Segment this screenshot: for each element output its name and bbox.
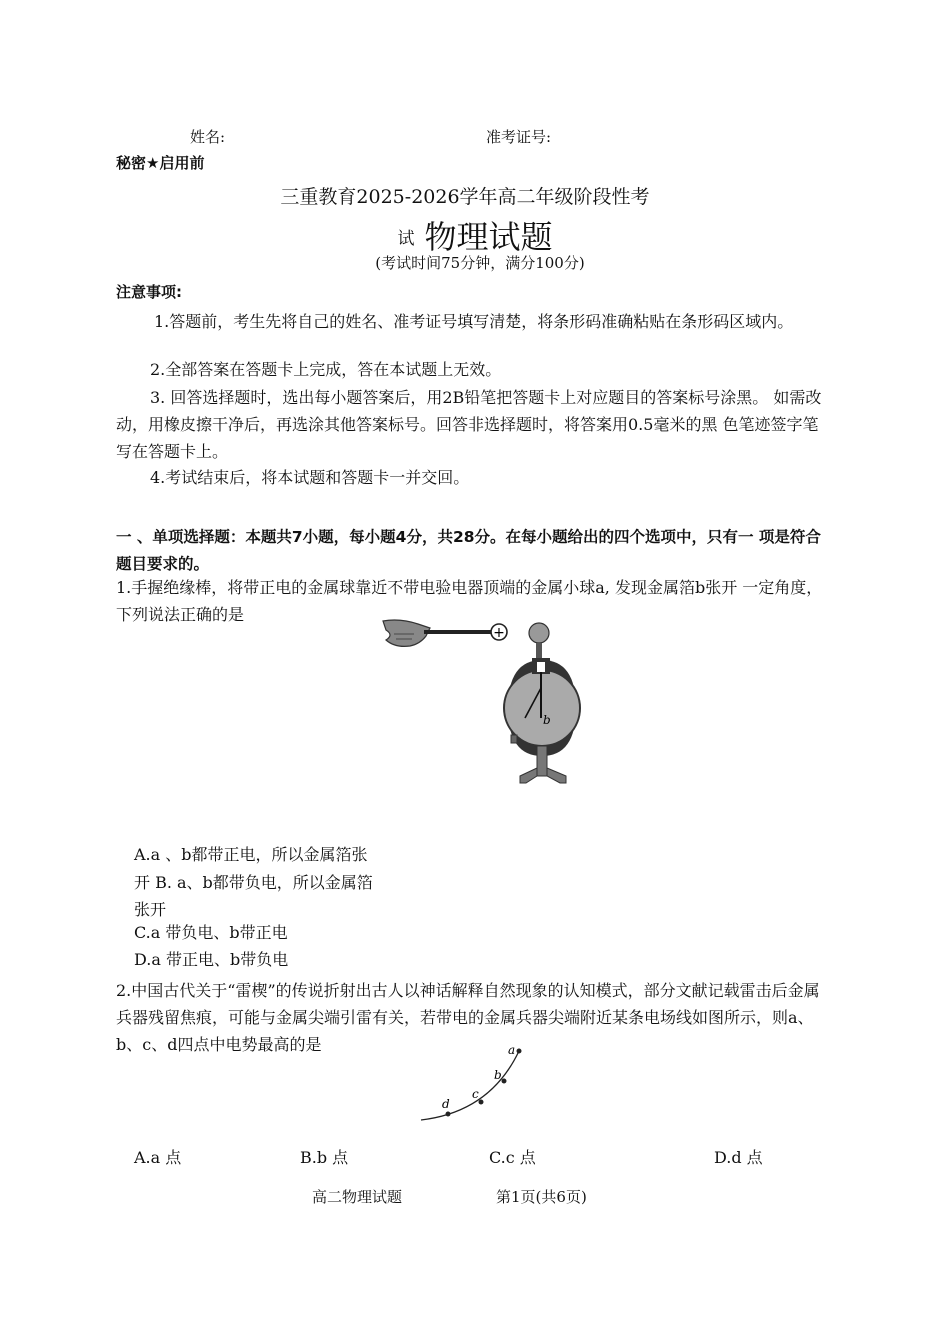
name-label: 姓名: [190, 128, 226, 146]
q1-option-a: A.a 、b都带正电，所以金属箔张 [134, 845, 368, 864]
q2-option-c: C.c 点 [489, 1148, 536, 1167]
q1-option-b-cont: 张开 [134, 900, 167, 919]
label-d: d [442, 1097, 450, 1111]
label-c: c [472, 1087, 479, 1101]
notes-heading: 注意事项: [116, 283, 182, 301]
electroscope-figure [380, 618, 580, 793]
section1-heading: 一 、单项选择题：本题共7小题，每小题4分，共28分。在每小题给出的四个选项中，只有一 项是符合题目要求的。 [116, 528, 821, 573]
q2-option-a: A.a 点 [134, 1148, 182, 1167]
hand-icon [383, 620, 430, 646]
note-item-1: 1.答题前，考生先将自己的姓名、准考证号填写清楚，将条形码准确粘贴在条形码区域内。 [154, 312, 794, 331]
q2-stem: 2.中国古代关于“雷楔”的传说折射出古人以神话解释自然现象的认知模式，部分文献记载雷击后金属兵器残留焦痕，可能与金属尖端引雷有关，若带电的金属兵器尖端附近某条电场线如图所示，则a、b、c、d四点中电势最高的是 [116, 981, 820, 1054]
footer-page: 第1页(共6页) [496, 1188, 587, 1206]
note-item-3: 3. 回答选择题时，选出每小题答案后，用2B铅笔把答题卡上对应题目的答案标号涂黑。 如需改动，用橡皮擦干净后，再选涂其他答案标号。回答非选择题时，将答案用0.5毫米的黑 色笔迹签字笔写在答题卡上。 [116, 388, 822, 461]
footer-subject: 高二物理试题 [312, 1188, 403, 1206]
foil-label-b: b [543, 713, 551, 727]
confidential-mark: 秘密★启用前 [116, 154, 205, 172]
q1-option-c: C.a 带负电、b带正电 [134, 923, 288, 942]
q1-option-b: 开 B. a、b都带负电，所以金属箔 [134, 873, 373, 892]
exam-title-line1: 三重教育2025-2026学年高二年级阶段性考 [280, 186, 650, 208]
point-d [446, 1112, 451, 1117]
label-a: a [508, 1043, 516, 1057]
note-item-2: 2.全部答案在答题卡上完成，答在本试题上无效。 [150, 360, 502, 379]
q2-option-b: B.b 点 [300, 1148, 349, 1167]
electroscope-ball [529, 623, 549, 643]
q1-option-d: D.a 带正电、b带负电 [134, 950, 289, 969]
q1-stem: 1.手握绝缘棒，将带正电的金属球靠近不带电验电器顶端的金属小球a, 发现金属箔b张开 一定角度，下列说法正确的是 [116, 578, 823, 624]
point-a [517, 1049, 522, 1054]
label-b: b [494, 1068, 502, 1082]
point-c [479, 1100, 484, 1105]
exam-title-prefix: 试 [397, 229, 415, 249]
exam-subtitle: (考试时间75分钟，满分100分) [375, 254, 585, 272]
exam-id-label: 准考证号: [486, 128, 552, 146]
field-line-figure [415, 1044, 535, 1124]
plus-sign: + [493, 625, 505, 641]
point-b [502, 1079, 507, 1084]
electric-field-line [421, 1051, 519, 1120]
q2-option-d: D.d 点 [714, 1148, 763, 1167]
exam-subject-title: 物理试题 [424, 218, 553, 256]
note-item-4: 4.考试结束后，将本试题和答题卡一并交回。 [150, 468, 470, 487]
